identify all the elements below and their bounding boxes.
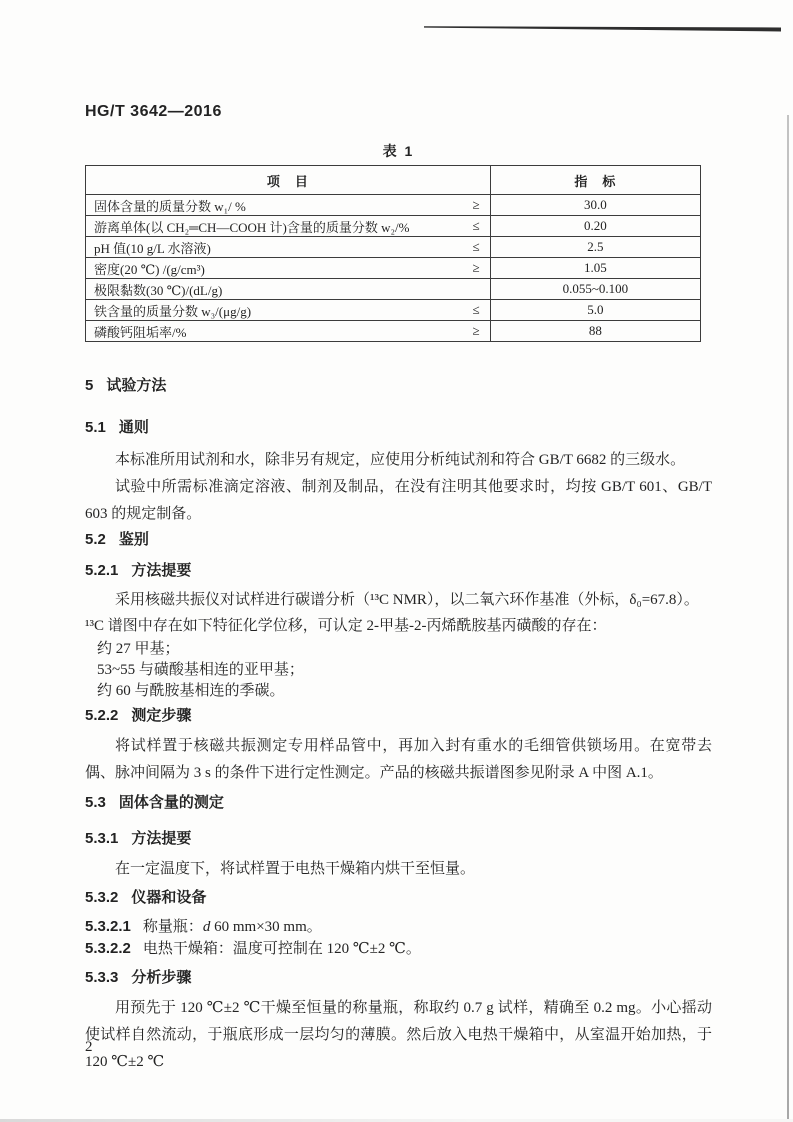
clause-number: 5.3.2.2 (85, 940, 131, 957)
standard-code: HG/T 3642—2016 (85, 103, 222, 120)
section-heading-5 (85, 376, 712, 396)
section-title: 测定步骤 (131, 707, 192, 724)
section-heading-5-3-3 (85, 968, 712, 988)
clause-5-3-2-1 (85, 916, 712, 938)
value-cell: 30.0 (490, 195, 700, 216)
item-label: 游离单体(以 CH₂═CH—COOH 计)含量的质量分数 w₂/% (94, 219, 410, 235)
table-row (86, 321, 701, 342)
section-title: 分析步骤 (131, 969, 192, 986)
item-cell (86, 216, 491, 237)
value-cell: 0.20 (490, 216, 700, 237)
clause-text: 称量瓶： (142, 919, 203, 935)
table-row (86, 216, 701, 237)
comparison-symbol: ≤ (472, 218, 480, 233)
item-cell (86, 279, 491, 300)
scan-artifact-right-edge (787, 115, 789, 1122)
paragraph: 本标准所用试剂和水，除非另有规定，应使用分析纯试剂和符合 GB/T 6682 的三级水。 (115, 452, 686, 468)
item-label: 磷酸钙阻垢率/% (94, 324, 187, 340)
table-1-requirements (85, 165, 701, 342)
paragraph: 将试样置于核磁共振测定专用样品管中，再加入封有重水的毛细管供锁场用。在宽带去偶、脉冲间隔为 3 s 的条件下进行定性测定。产品的核磁共振谱图参见附录 A 中图 A.1。 (85, 738, 712, 781)
item-cell (86, 258, 491, 279)
table-row (86, 237, 701, 258)
section-number: 5.2.1 (85, 562, 119, 579)
section-number: 5 (85, 377, 94, 394)
clause-number: 5.3.2.1 (85, 918, 131, 935)
section-number: 5.2.2 (85, 707, 119, 724)
value-cell: 0.055~0.100 (490, 279, 700, 300)
paragraph: 用预先于 120 ℃±2 ℃干燥至恒量的称量瓶，称取约 0.7 g 试样，精确至 0.2 mg。小心摇动使试样自然流动，于瓶底形成一层均匀的薄膜。然后放入电热干燥箱中，从室温开始加热，于 120 ℃±2 ℃ (85, 1000, 712, 1070)
item-cell (86, 195, 491, 216)
chemical-shift-item: 53~55 与磺酸基相连的亚甲基； (97, 662, 304, 678)
section-number: 5.3.2 (85, 889, 119, 906)
section-heading-5-3-2 (85, 888, 712, 908)
section-heading-5-2-2 (85, 706, 712, 726)
value-cell: 88 (490, 321, 700, 342)
comparison-symbol: ≤ (472, 302, 480, 317)
paragraph: 试验中所需标准滴定溶液、制剂及制品，在没有注明其他要求时，均按 GB/T 601、GB/T 603 的规定制备。 (85, 479, 712, 522)
section-title: 固体含量的测定 (118, 794, 224, 811)
table-row (86, 195, 701, 216)
section-title: 仪器和设备 (131, 889, 207, 906)
value-cell: 2.5 (490, 237, 700, 258)
item-cell (86, 300, 491, 321)
clause-text: 电热干燥箱：温度可控制在 120 ℃±2 ℃。 (142, 941, 421, 957)
value-cell: 1.05 (490, 258, 700, 279)
paragraph: 在一定温度下，将试样置于电热干燥箱内烘干至恒量。 (115, 861, 476, 877)
table-row (86, 258, 701, 279)
page-number: 2 (85, 1039, 93, 1055)
section-heading-5-3 (85, 793, 712, 813)
clause-text: 60 mm×30 mm。 (210, 919, 322, 935)
section-heading-5-1 (85, 418, 712, 438)
comparison-symbol: ≥ (472, 197, 480, 212)
section-number: 5.1 (85, 419, 106, 436)
table-1-title: 表 1 (382, 143, 415, 159)
table-row (86, 279, 701, 300)
item-label: 极限黏数(30 ℃)/(dL/g) (94, 282, 223, 298)
section-number: 5.3.3 (85, 969, 119, 986)
column-header-item: 项 目 (86, 166, 491, 195)
section-number: 5.3.1 (85, 830, 119, 847)
item-label: 铁含量的质量分数 w₃/(μg/g) (94, 303, 252, 319)
comparison-symbol: ≤ (472, 239, 480, 254)
page-content (85, 0, 712, 1076)
section-title: 通则 (118, 419, 149, 436)
table-header-row (86, 166, 701, 195)
item-label: pH 值(10 g/L 水溶液) (94, 240, 211, 256)
comparison-symbol: ≥ (472, 323, 480, 338)
section-heading-5-3-1 (85, 829, 712, 849)
value-cell: 5.0 (490, 300, 700, 321)
section-heading-5-2-1 (85, 561, 712, 581)
comparison-symbol: ≥ (472, 260, 480, 275)
item-label: 密度(20 ℃) /(g/cm³) (94, 261, 205, 277)
section-number: 5.2 (85, 531, 106, 548)
section-title: 方法提要 (131, 562, 192, 579)
clause-5-3-2-2 (85, 938, 712, 960)
chemical-shift-item: 约 60 与酰胺基相连的季碳。 (97, 683, 285, 699)
table-row (86, 300, 701, 321)
chemical-shift-item: 约 27 甲基； (97, 641, 180, 657)
section-title: 试验方法 (106, 377, 167, 394)
item-cell (86, 321, 491, 342)
item-cell (86, 237, 491, 258)
section-title: 鉴别 (118, 531, 149, 548)
section-number: 5.3 (85, 794, 106, 811)
paragraph: 采用核磁共振仪对试样进行碳谱分析（¹³C NMR），以二氧六环作基准（外标，δ₀=67.8）。 (115, 592, 699, 608)
section-title: 方法提要 (131, 830, 192, 847)
item-label: 固体含量的质量分数 w₁/ % (94, 198, 246, 214)
paragraph: ¹³C 谱图中存在如下特征化学位移，可认定 2-甲基-2-丙烯酰胺基丙磺酸的存在： (85, 618, 607, 634)
column-header-value: 指 标 (490, 166, 700, 195)
section-heading-5-2 (85, 530, 712, 550)
variable-symbol: d (202, 919, 211, 935)
